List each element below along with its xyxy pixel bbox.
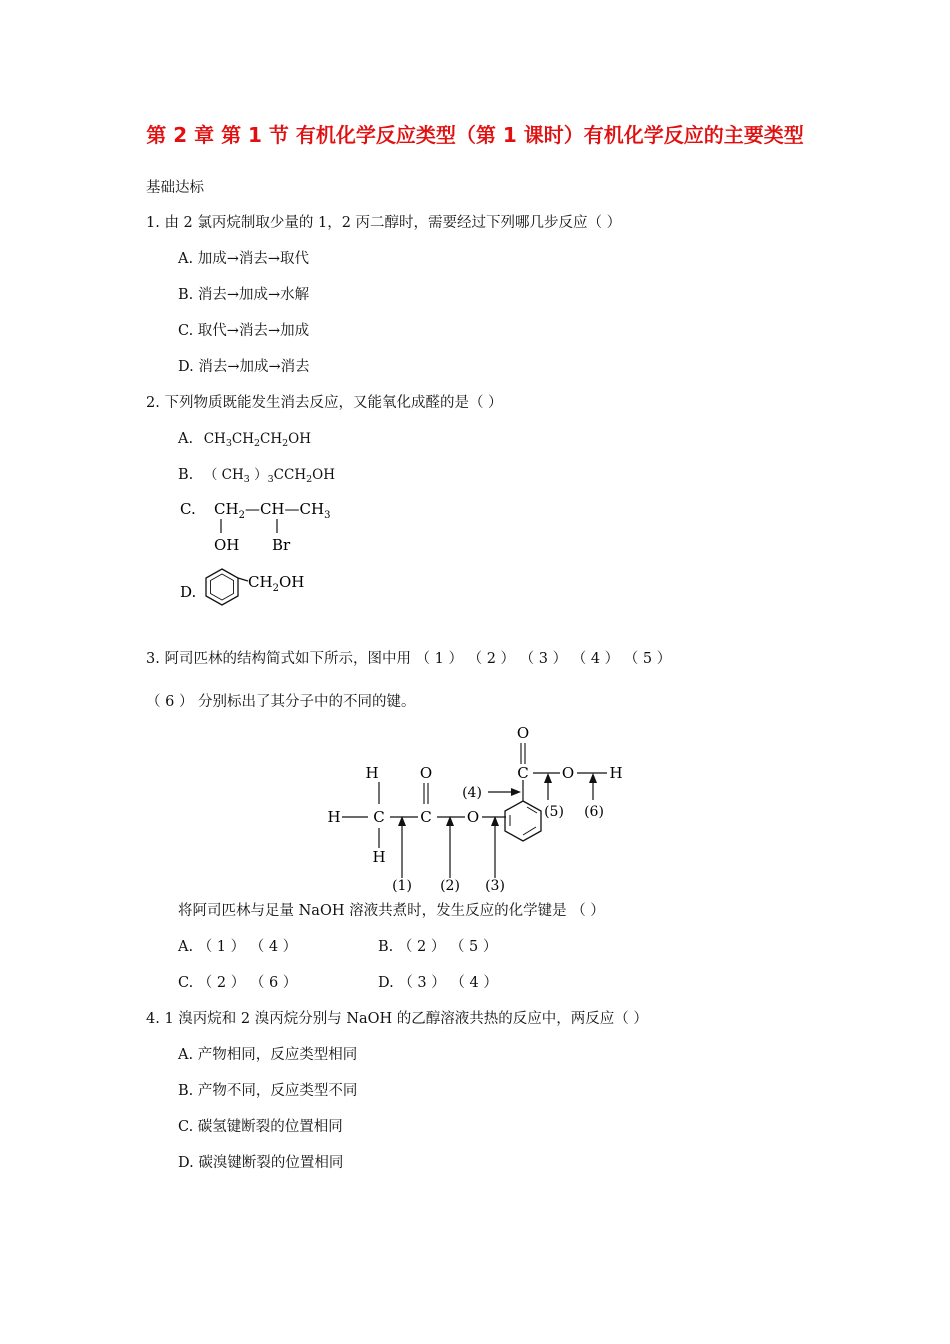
arrow-head-icon — [511, 788, 521, 796]
atom-c: C — [373, 808, 385, 826]
question-3-option-a: A. （ 1 ） （ 4 ） — [178, 939, 298, 955]
atom-c: C — [420, 808, 432, 826]
bond-label-4: (4) — [462, 785, 482, 801]
atom-c: C — [517, 764, 529, 782]
formula-text: CH — [231, 431, 254, 447]
formula-text: —CH—CH — [244, 500, 325, 518]
formula-subscript: 2 — [282, 438, 289, 449]
question-1-option-d: D. 消去→加成→消去 — [178, 359, 310, 375]
question-4-stem: 4. 1 溴丙烷和 2 溴丙烷分别与 NaOH 的乙醇溶液共热的反应中，两反应（ ） — [146, 1011, 648, 1027]
question-4-option-c: C. 碳氢键断裂的位置相同 — [178, 1119, 343, 1135]
bond-label-2: (2) — [440, 878, 460, 894]
question-1-option-c: C. 取代→消去→加成 — [178, 323, 310, 339]
formula-text: OH — [288, 431, 312, 447]
atom-h: H — [327, 808, 341, 826]
formula-text: CH — [214, 500, 239, 518]
atom-h: H — [365, 764, 379, 782]
question-1-stem: 1. 由 2 氯丙烷制取少量的 1，2 丙二醇时，需要经过下列哪几步反应（ ） — [146, 215, 622, 231]
bond-label-5: (5) — [544, 804, 564, 820]
option-label: D. — [180, 583, 197, 601]
question-1-option-b: B. 消去→加成→水解 — [178, 287, 310, 303]
question-4-option-b: B. 产物不同，反应类型不同 — [178, 1083, 358, 1099]
question-3-option-c: C. （ 2 ） （ 6 ） — [178, 975, 298, 991]
formula-subscript: 3 — [267, 474, 274, 485]
formula-subscript: 2 — [272, 583, 279, 594]
aspirin-structure-diagram — [320, 718, 640, 898]
bond-line — [523, 827, 536, 835]
formula-subscript: 2 — [238, 510, 245, 521]
formula-a — [204, 431, 311, 447]
option-label: B. — [178, 467, 194, 483]
question-3-option-d: D. （ 3 ） （ 4 ） — [378, 975, 498, 991]
bond-label-3: (3) — [485, 878, 505, 894]
question-2-option-c-structure — [176, 495, 376, 557]
arrow-head-icon — [544, 773, 552, 783]
structure-oh: OH — [214, 536, 240, 554]
formula-subscript: 2 — [306, 474, 313, 485]
formula-text: （ CH — [203, 467, 244, 483]
question-3-stem-line-1: 3. 阿司匹林的结构简式如下所示，图中用 （ 1 ） （ 2 ） （ 3 ） （ 4 ） （ 5 ） — [146, 651, 672, 667]
question-1-option-a: A. 加成→消去→取代 — [178, 251, 309, 267]
formula-subscript: 3 — [225, 438, 232, 449]
question-2-option-d-structure — [176, 565, 376, 615]
structure-br: Br — [272, 536, 291, 554]
benzene-inner-ring — [211, 574, 234, 600]
atom-h: H — [609, 764, 623, 782]
structure-main-chain — [214, 500, 330, 521]
formula-subscript: 2 — [253, 438, 261, 449]
question-4-option-a: A. 产物相同，反应类型相同 — [178, 1047, 358, 1063]
formula-text: ） — [249, 467, 268, 483]
formula-text: CH — [203, 431, 226, 447]
option-label: A. — [178, 431, 194, 447]
question-3-stem-line-2: （ 6 ） 分别标出了其分子中的不同的键。 — [146, 694, 416, 710]
question-2-option-b — [178, 465, 335, 490]
formula-text: OH — [278, 573, 305, 591]
atom-o: O — [516, 724, 530, 742]
formula-b — [204, 467, 335, 483]
page-title: 第 2 章 第 1 节 有机化学反应类型（第 1 课时）有机化学反应的主要类型 — [146, 123, 804, 147]
question-2-option-a — [178, 429, 311, 454]
question-3-option-b: B. （ 2 ） （ 5 ） — [378, 939, 498, 955]
question-3-question: 将阿司匹林与足量 NaOH 溶液共煮时，发生反应的化学键是 （ ） — [178, 903, 605, 919]
option-label: C. — [180, 500, 196, 518]
bond-label-1: (1) — [392, 878, 412, 894]
atom-o: O — [466, 808, 480, 826]
arrow-head-icon — [589, 773, 597, 783]
bond-label-6: (6) — [584, 804, 604, 820]
atom-h: H — [372, 848, 386, 866]
section-heading: 基础达标 — [146, 180, 204, 196]
formula-text: CCH — [273, 467, 307, 483]
question-4-option-d: D. 碳溴键断裂的位置相同 — [178, 1155, 344, 1171]
atom-o: O — [561, 764, 575, 782]
question-2-stem: 2. 下列物质既能发生消去反应，又能氧化成醛的是（ ） — [146, 395, 503, 411]
bond-line — [238, 578, 248, 581]
formula-subscript: 3 — [324, 510, 331, 521]
structure-ch2oh — [248, 573, 304, 594]
formula-text: OH — [312, 467, 335, 483]
atom-o: O — [419, 764, 433, 782]
formula-subscript: 3 — [243, 474, 250, 485]
formula-text: CH — [260, 431, 283, 447]
formula-text: CH — [248, 573, 273, 591]
